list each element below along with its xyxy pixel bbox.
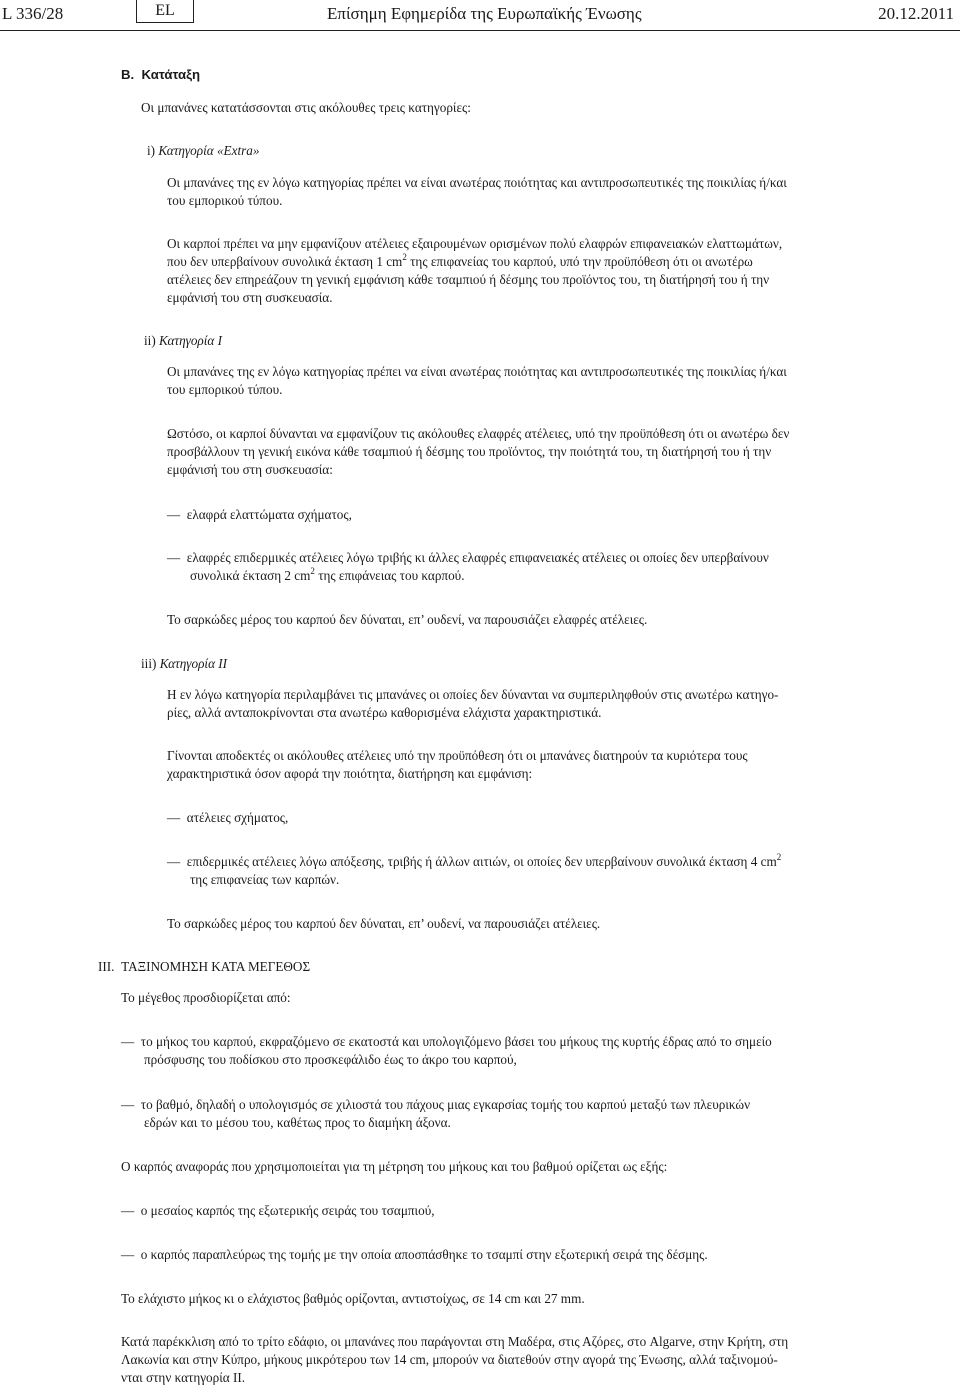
section-iii-label: III.	[98, 959, 115, 974]
section-iii-bullet-2-text: το βαθμό, δηλαδή ο υπολογισμός σε χιλιοστά του πάχους μιας εγκαρσίας τομής του καρπού μεταξύ των πλευρικών	[140, 1097, 751, 1112]
language-badge: EL	[136, 0, 194, 23]
cat-ii-bullet-1-text: ελαφρά ελαττώματα σχήματος,	[186, 507, 352, 522]
cat-ii-p1-line1: Οι μπανάνες της εν λόγω κατηγορίας πρέπει να είναι ανωτέρας ποιότητας και αντιπροσωπευτικές της ποικιλίας ή/και	[167, 364, 787, 379]
page-reference: L 336/28	[2, 4, 64, 23]
superscript: 2	[776, 852, 782, 862]
cat-ii-p2-line1: Ωστόσο, οι καρποί δύνανται να εμφανίζουν τις ακόλουθες ελαφρές ατέλειες, υπό την προϋπόθεση ότι οι ανωτέρω δεν	[167, 426, 790, 441]
cat-ii-bullet-2-text: ελαφρές επιδερμικές ατέλειες λόγω τριβής κι άλλες ελαφρές επιφανειακές ατέλειες οι οποίες δεν υπερβαίνουν	[186, 550, 769, 565]
cat-i-p2-line2a: που δεν υπερβαίνουν συνολικά έκταση 1 cm	[167, 254, 403, 269]
dash-marker: —	[121, 1247, 135, 1262]
section-iii-bullet-4	[121, 1246, 708, 1265]
cat-i-p2-line2	[167, 253, 753, 272]
cat-ii-title: Κατηγορία I	[159, 333, 223, 348]
cat-i-p2-line2b: της επιφανείας του καρπού, υπό την προϋπόθεση ότι οι ανωτέρω	[406, 254, 753, 269]
section-iii-bullet-3-text: ο μεσαίος καρπός της εξωτερικής σειράς του τσαμπιού,	[140, 1203, 435, 1218]
cat-i-heading	[147, 142, 259, 161]
cat-iii-p1-line2: ρίες, αλλά ανταποκρίνονται στα ανωτέρω καθορισμένα ελάχιστα χαρακτηριστικά.	[167, 705, 602, 720]
section-iii-bullet-1-line1	[121, 1033, 772, 1052]
cat-ii-p1-line2: του εμπορικού τύπου.	[167, 382, 283, 397]
section-b-intro: Οι μπανάνες κατατάσσονται στις ακόλουθες τρεις κατηγορίες:	[141, 100, 471, 115]
dash-marker: —	[121, 1034, 135, 1049]
section-iii-p3: Το ελάχιστο μήκος κι ο ελάχιστος βαθμός ορίζονται, αντιστοίχως, σε 14 cm και 27 mm.	[121, 1291, 585, 1306]
cat-ii-bullet-2-line2b: της επιφάνειας του καρπού.	[314, 568, 465, 583]
cat-i-p1-line2: του εμπορικού τύπου.	[167, 193, 283, 208]
section-iii-p4-line3: νται στην κατηγορία II.	[121, 1370, 246, 1385]
superscript: 2	[310, 566, 315, 576]
cat-ii-bullet-2-line1	[167, 549, 769, 568]
cat-ii-heading	[144, 332, 222, 351]
section-iii-bullet-4-text: ο καρπός παραπλεύρως της τομής με την οποία αποσπάσθηκε το τσαμπί στην εξωτερική σειρά της δέσμης.	[140, 1247, 708, 1262]
cat-iii-bullet-1-text: ατέλειες σχήματος,	[186, 810, 289, 825]
section-iii-bullet-2-line1	[121, 1096, 750, 1115]
cat-ii-p2-line3: εμφάνισή του στη συσκευασία:	[167, 462, 333, 477]
dash-marker: —	[121, 1097, 135, 1112]
section-iii-p4-line2: Λακωνία και στην Κύπρο, μήκους μικρότερου των 14 cm, μπορούν να διατεθούν στην αγορά της Ένωσης, αλλά ταξινομού-	[121, 1352, 778, 1367]
cat-iii-p1-line1: Η εν λόγω κατηγορία περιλαμβάνει τις μπανάνες οι οποίες δεν δύνανται να συμπεριληφθούν στις ανωτέρω κατηγο-	[167, 687, 779, 702]
section-iii-p4-line1: Κατά παρέκκλιση από το τρίτο εδάφιο, οι μπανάνες που παράγονται στη Μαδέρα, στις Αζόρες, στο Algarve, στην Κρήτη, στη	[121, 1334, 789, 1349]
section-iii-bullet-1-text: το μήκος του καρπού, εκφραζόμενο σε εκατοστά και υπολογιζόμενο βάσει του μήκους της κυρτής έδρας από το σημείο	[140, 1034, 772, 1049]
cat-i-title: Κατηγορία «Extra»	[158, 143, 260, 158]
cat-i-p2-line1: Οι καρποί πρέπει να μην εμφανίζουν ατέλειες εξαιρουμένων ορισμένων πολύ ελαφρών επιφανειακών ελαττωμάτων,	[167, 236, 783, 251]
cat-i-p2-line3: ατέλειες δεν επηρεάζουν τη γενική εμφάνιση κάθε τσαμπιού ή δέσμης του προϊόντος του, τη διατήρησή του ή την	[167, 272, 770, 287]
dash-marker: —	[167, 810, 181, 825]
journal-title: Επίσημη Εφημερίδα της Ευρωπαϊκής Ένωσης	[327, 4, 642, 23]
cat-ii-p3: Το σαρκώδες μέρος του καρπού δεν δύναται, επ’ ουδενί, να παρουσιάζει ελαφρές ατέλειες.	[167, 612, 648, 627]
cat-iii-p2-line1: Γίνονται αποδεκτές οι ακόλουθες ατέλειες υπό την προϋπόθεση ότι οι μπανάνες διατηρούν τα κυριότερα τους	[167, 748, 748, 763]
cat-iii-bullet-1	[167, 809, 288, 828]
cat-ii-bullet-1	[167, 506, 352, 525]
cat-iii-bullet-2-text: επιδερμικές ατέλειες λόγω απόξεσης, τριβής ή άλλων αιτιών, οι οποίες δεν υπερβαίνουν συνολικά έκταση 4 cm	[186, 854, 777, 869]
dash-marker: —	[121, 1203, 135, 1218]
dash-marker: —	[167, 854, 181, 869]
page-header	[0, 0, 960, 31]
dash-marker: —	[167, 507, 181, 522]
cat-ii-p2-line2: προσβάλλουν τη γενική εικόνα κάθε τσαμπιού ή δέσμης του προϊόντος, την ποιότητά του, τη διατήρησή του ή την	[167, 444, 772, 459]
cat-iii-p2-line2: χαρακτηριστικά όσον αφορά την ποιότητα, διατήρηση και εμφάνιση:	[167, 766, 533, 781]
publication-date: 20.12.2011	[878, 4, 954, 23]
dash-marker: —	[167, 550, 181, 565]
section-iii-bullet-1-line2: πρόσφυσης του ποδίσκου στο προσκεφάλιδο έως το άκρο του καρπού,	[144, 1052, 517, 1067]
section-b-label: Β.	[121, 67, 135, 82]
section-iii-heading	[98, 958, 310, 977]
section-b-title: Κατάταξη	[141, 67, 201, 82]
cat-i-p2-line4: εμφάνισή του στη συσκευασία.	[167, 290, 333, 305]
section-iii-p2: Ο καρπός αναφοράς που χρησιμοποιείται για τη μέτρηση του μήκους και του βαθμού ορίζεται ως εξής:	[121, 1159, 668, 1174]
cat-ii-bullet-2-line2a: συνολικά έκταση 2 cm	[190, 568, 311, 583]
superscript: 2	[402, 252, 407, 262]
cat-ii-bullet-2-line2	[190, 567, 465, 586]
section-iii-bullet-3	[121, 1202, 435, 1221]
cat-ii-number: ii)	[144, 333, 156, 348]
cat-iii-p3: Το σαρκώδες μέρος του καρπού δεν δύναται, επ’ ουδενί, να παρουσιάζει ατέλειες.	[167, 916, 601, 931]
section-iii-intro: Το μέγεθος προσδιορίζεται από:	[121, 990, 291, 1005]
cat-i-number: i)	[147, 143, 156, 158]
cat-iii-number: iii)	[141, 656, 157, 671]
cat-iii-bullet-2-line1	[167, 853, 781, 872]
cat-iii-heading	[141, 655, 227, 674]
cat-iii-bullet-2-line2: της επιφανείας των καρπών.	[190, 872, 340, 887]
cat-iii-title: Κατηγορία II	[159, 656, 228, 671]
cat-i-p1-line1: Οι μπανάνες της εν λόγω κατηγορίας πρέπει να είναι ανωτέρας ποιότητας και αντιπροσωπευτικές της ποικιλίας ή/και	[167, 175, 787, 190]
section-iii-title: ΤΑΞΙΝΟΜΗΣΗ ΚΑΤΑ ΜΕΓΕΘΟΣ	[121, 959, 311, 974]
section-iii-bullet-2-line2: εδρών και το μέσου του, καθέτως προς το διαμήκη άξονα.	[144, 1115, 451, 1130]
section-b-heading	[121, 66, 200, 85]
